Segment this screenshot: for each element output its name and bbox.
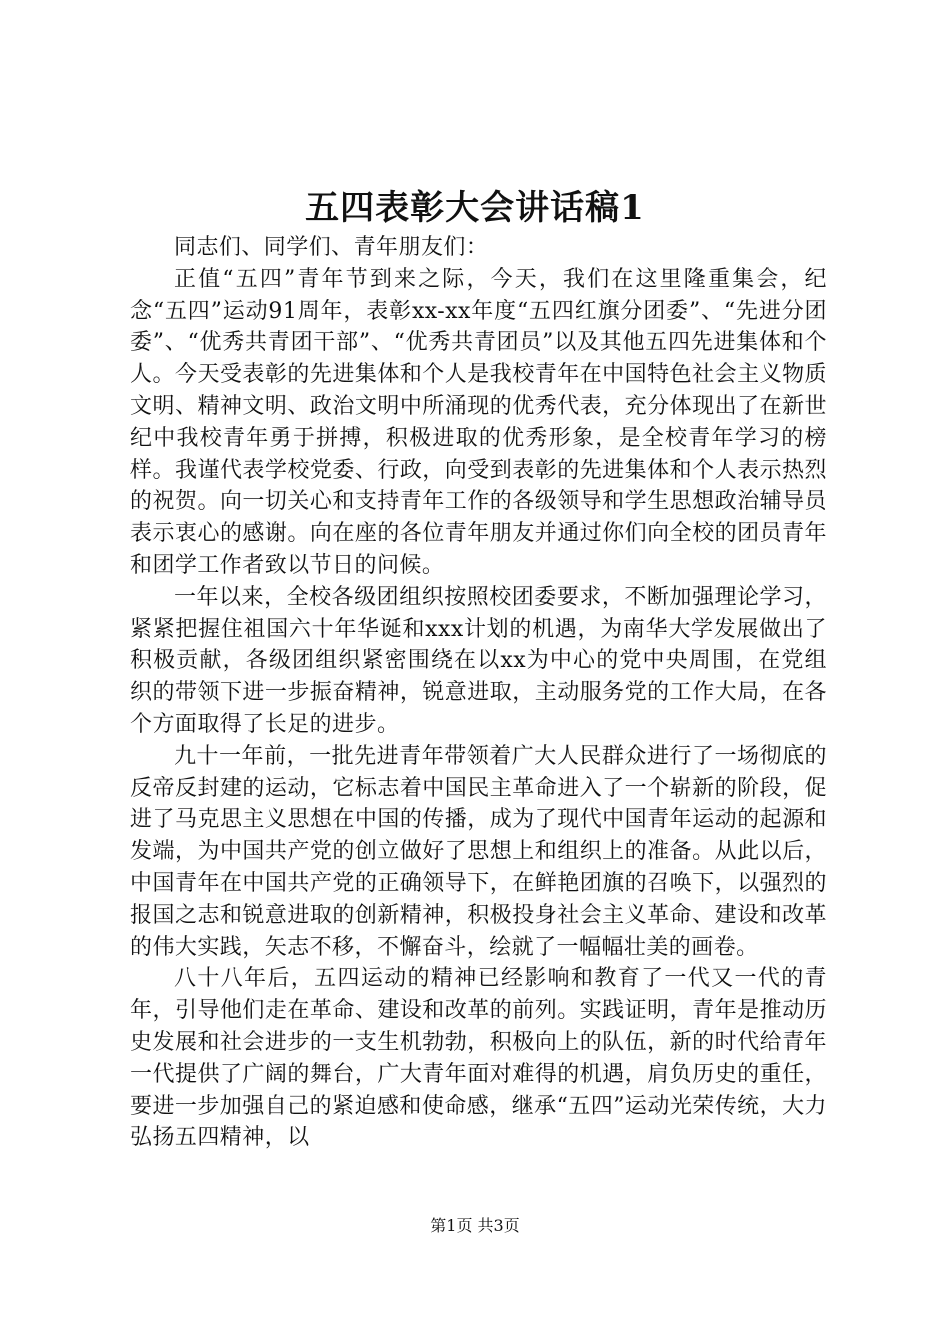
body-paragraph-2: 一年以来，全校各级团组织按照校团委要求，不断加强理论学习，紧紧把握住祖国六十年华诞和xxx计划的机遇，为南华大学发展做出了积极贡献，各级团组织紧密围绕在以xx为中心的党中央周围，在党组织的带领下进一步振奋精神，锐意进取，主动服务党的工作大局，在各个方面取得了长足的进步。	[130, 584, 827, 737]
body-paragraph-3: 九十一年前，一批先进青年带领着广大人民群众进行了一场彻底的反帝反封建的运动，它标志着中国民主革命进入了一个崭新的阶段，促进了马克思主义思想在中国的传播，成为了现代中国青年运动的起源和发端，为中国共产党的创立做好了思想上和组织上的准备。从此以后，中国青年在中国共产党的正确领导下，在鲜艳团旗的召唤下，以强烈的报国之志和锐意进取的创新精神，积极投身社会主义革命、建设和改革的伟大实践，矢志不移，不懈奋斗，绘就了一幅幅壮美的画卷。	[130, 743, 827, 960]
document-title: 五四表彰大会讲话稿1	[305, 188, 645, 228]
salutation-paragraph: 同志们、同学们、青年朋友们：	[174, 235, 489, 260]
body-paragraph-1: 正值“五四”青年节到来之际，今天，我们在这里隆重集会，纪念“五四”运动91周年，表彰xx-xx年度“五四红旗分团委”、“先进分团委”、“优秀共青团干部”、“优秀共青团员”以及其他五四先进集体和个人。今天受表彰的先进集体和个人是我校青年在中国特色社会主义物质文明、精神文明、政治文明中所涌现的优秀代表，充分体现出了在新世纪中我校青年勇于拼搏，积极进取的优秀形象，是全校青年学习的榜样。我谨代表学校党委、行政，向受到表彰的先进集体和个人表示热烈的祝贺。向一切关心和支持青年工作的各级领导和学生思想政治辅导员表示衷心的感谢。向在座的各位青年朋友并通过你们向全校的团员青年和团学工作者致以节日的问候。	[130, 266, 827, 578]
page-number-footer: 第1页 共3页	[430, 1216, 520, 1235]
document-body	[130, 232, 827, 1154]
body-paragraph-4: 八十八年后，五四运动的精神已经影响和教育了一代又一代的青年，引导他们走在革命、建设和改革的前列。实践证明，青年是推动历史发展和社会进步的一支生机勃勃，积极向上的队伍，新的时代给青年一代提供了广阔的舞台，广大青年面对难得的机遇，肩负历史的重任，要进一步加强自己的紧迫感和使命感，继承“五四”运动光荣传统，大力弘扬五四精神，以	[130, 966, 827, 1151]
